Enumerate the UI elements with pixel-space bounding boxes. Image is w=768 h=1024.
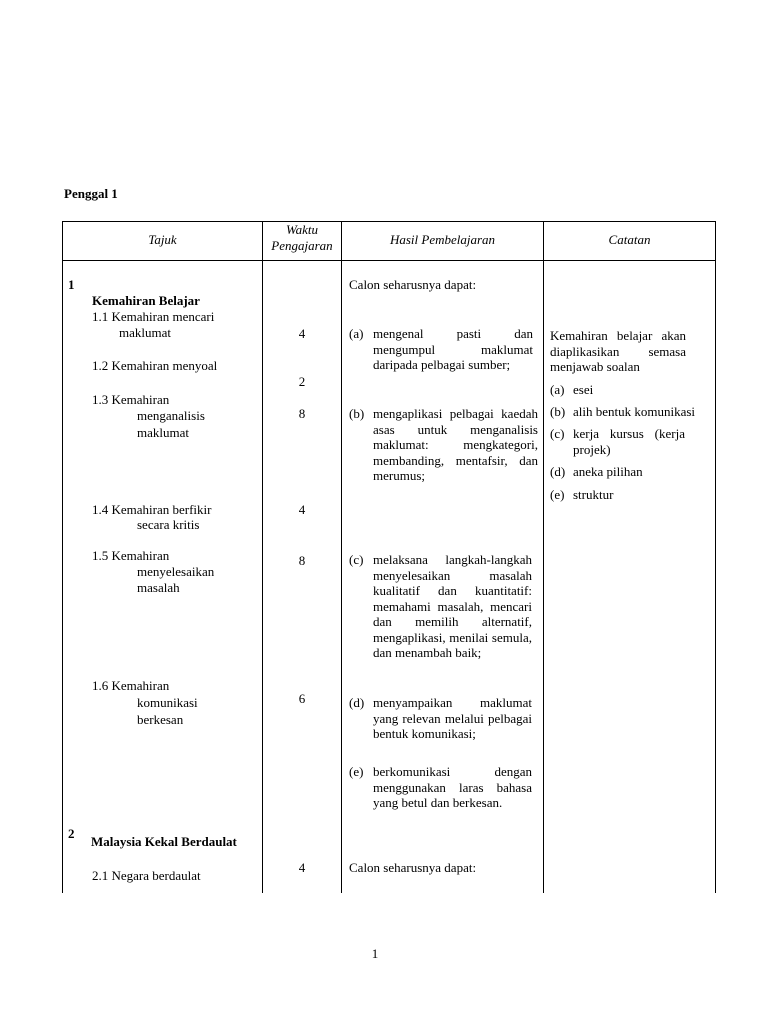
notes-d-text: aneka pilihan xyxy=(573,464,643,479)
subtopic-1-5-line3: masalah xyxy=(137,580,180,595)
notes-c-text: kerja kursus (kerja projek) xyxy=(573,426,685,457)
outcome-intro-1: Calon seharusnya dapat: xyxy=(349,277,477,292)
table-left-border xyxy=(62,221,63,893)
subtopic-2-1: 2.1 Negara berdaulat xyxy=(92,868,201,883)
hours-1-5: 8 xyxy=(298,553,306,568)
notes-a-text: esei xyxy=(573,382,594,397)
notes-c-label: (c) xyxy=(550,426,565,441)
outcome-e-label: (e) xyxy=(349,764,364,779)
outcome-c-label: (c) xyxy=(349,552,364,567)
subtopic-1-4-line1: 1.4 Kemahiran berfikir xyxy=(92,502,212,517)
outcome-e-text: berkomunikasi dengan menggunakan laras bahasa yang betul dan berkesan. xyxy=(373,764,532,810)
header-hasil-pembelajaran: Hasil Pembelajaran xyxy=(389,232,496,247)
table-header-divider xyxy=(62,260,716,261)
outcome-d-label: (d) xyxy=(349,695,365,710)
hours-2-1: 4 xyxy=(298,860,306,875)
subtopic-1-3-line3: maklumat xyxy=(137,425,189,440)
notes-e-label: (e) xyxy=(550,487,565,502)
hours-1-6: 6 xyxy=(298,691,306,706)
subtopic-1-4-line2: secara kritis xyxy=(137,517,200,532)
hours-1-3: 8 xyxy=(298,406,306,421)
notes-a-label: (a) xyxy=(550,382,565,397)
outcome-d-text: menyampaikan maklumat yang relevan melalui pelbagai bentuk komunikasi; xyxy=(373,695,532,741)
page-number: 1 xyxy=(371,946,379,961)
notes-intro: Kemahiran belajar akan diaplikasikan semasa menjawab soalan xyxy=(550,328,686,374)
header-tajuk: Tajuk xyxy=(148,232,177,247)
section-title: Penggal 1 xyxy=(64,186,118,201)
notes-b-text: alih bentuk komunikasi xyxy=(573,404,696,419)
subtopic-1-2: 1.2 Kemahiran menyoal xyxy=(92,358,218,373)
header-waktu-line1: Waktu xyxy=(285,222,319,237)
table-col-divider-3 xyxy=(543,221,544,893)
notes-d-label: (d) xyxy=(550,464,566,479)
outcome-b-label: (b) xyxy=(349,406,365,421)
table-right-border xyxy=(715,221,716,893)
subtopic-1-1-line1: 1.1 Kemahiran mencari xyxy=(92,309,215,324)
subtopic-1-6-line2: komunikasi xyxy=(137,695,198,710)
header-catatan: Catatan xyxy=(608,232,651,247)
outcome-a-label: (a) xyxy=(349,326,364,341)
topic-2-title: Malaysia Kekal Berdaulat xyxy=(91,834,237,849)
outcome-a-text: mengenal pasti dan mengumpul maklumat daripada pelbagai sumber; xyxy=(373,326,533,372)
topic-1-number: 1 xyxy=(68,277,75,292)
notes-b-label: (b) xyxy=(550,404,566,419)
hours-1-4: 4 xyxy=(298,502,306,517)
hours-1-2: 2 xyxy=(298,374,306,389)
table-col-divider-2 xyxy=(341,221,342,893)
topic-1-title: Kemahiran Belajar xyxy=(92,293,200,308)
subtopic-1-6-line3: berkesan xyxy=(137,712,184,727)
hours-1-1: 4 xyxy=(298,326,306,341)
outcome-intro-2: Calon seharusnya dapat: xyxy=(349,860,477,875)
outcome-c-text: melaksana langkah-langkah menyelesaikan masalah kualitatif dan kuantitatif: memahami masalah, mencari dan memilih alternatif, mengaplikasi, menilai semula, dan menambah baik; xyxy=(373,552,532,660)
table-top-border xyxy=(62,221,716,222)
subtopic-1-5-line1: 1.5 Kemahiran xyxy=(92,548,170,563)
notes-e-text: struktur xyxy=(573,487,614,502)
header-waktu-line2: Pengajaran xyxy=(271,238,333,253)
outcome-b-text: mengaplikasi pelbagai kaedah asas untuk menganalisis maklumat: mengkategori, membanding, mentafsir, dan merumus; xyxy=(373,406,538,483)
subtopic-1-1-line2: maklumat xyxy=(119,325,171,340)
subtopic-1-5-line2: menyelesaikan xyxy=(137,564,215,579)
subtopic-1-6-line1: 1.6 Kemahiran xyxy=(92,678,170,693)
topic-2-number: 2 xyxy=(68,826,75,841)
subtopic-1-3-line2: menganalisis xyxy=(137,408,205,423)
subtopic-1-3-line1: 1.3 Kemahiran xyxy=(92,392,170,407)
